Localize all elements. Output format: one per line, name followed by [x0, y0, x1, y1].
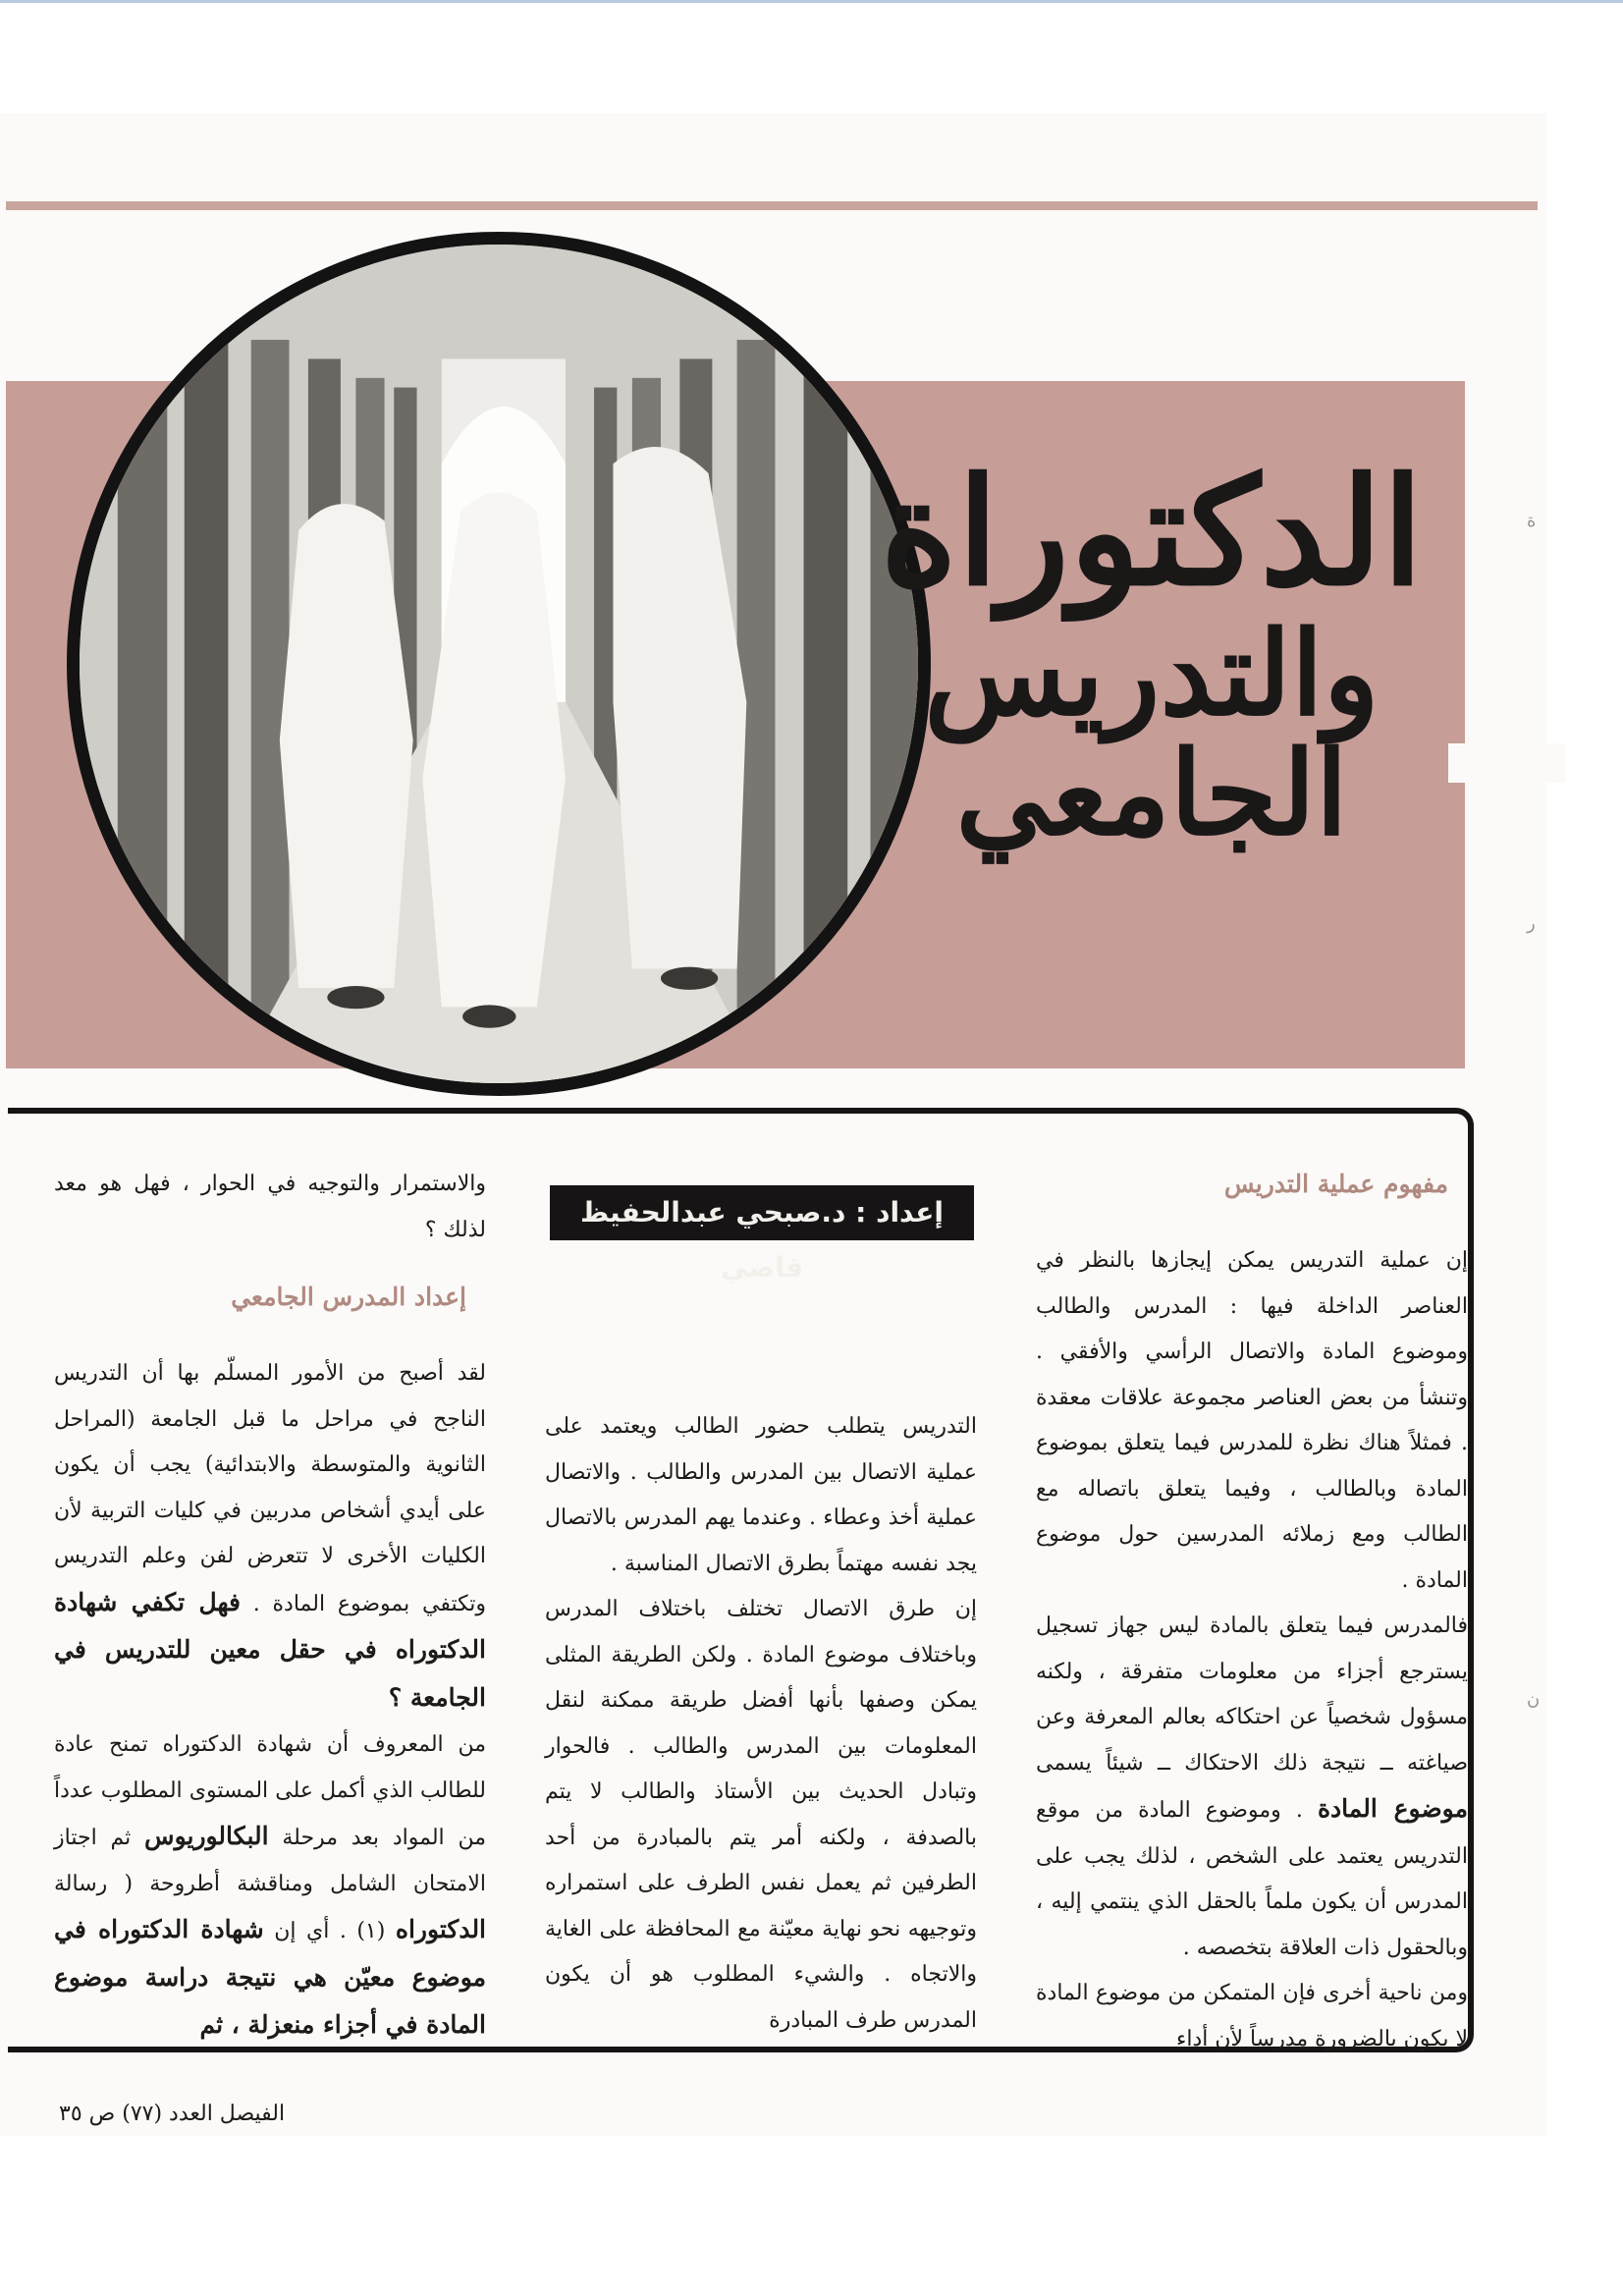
emphasis-bachelors: البكالوريوس — [144, 1822, 269, 1850]
title-line-2: والتدريس — [924, 605, 1380, 741]
emphasis-doctorate-result: شهادة الدكتوراه في موضوع معيّن هي نتيجة دراسة موضوع المادة في أجزاء منعزلة ، ثم — [54, 1915, 486, 2039]
emphasis-doctorate: الدكتوراه — [395, 1915, 487, 1943]
title-line-3: الجامعي — [955, 724, 1348, 861]
article-title — [847, 446, 1456, 861]
section-heading-teaching-concept: مفهوم عملية التدريس — [1223, 1170, 1448, 1198]
author-byline: إعداد : د.صبحي عبدالحفيظ قاضي — [550, 1185, 974, 1240]
paragraph — [54, 1722, 486, 2050]
paragraph-text: لقد أصبح من الأمور المسلّم بها أن التدريس الناجح في مراحل ما قبل الجامعة (المراحل الثانوية والمتوسطة والابتدائية) يجب أن يكون على أيدي أشخاص مدربين في كليات التربية لأن الكليات الأخرى لا تتعرض لفن وعلم التدريس وتكتفي بموضوع المادة . — [54, 1361, 486, 1616]
margin-mark: ر — [1527, 913, 1536, 934]
paragraph-text: من المعروف أن شهادة الدكتوراه تمنح عادة للطالب الذي أكمل على المستوى المطلوب عدداً من المواد بعد مرحلة — [54, 1732, 486, 1850]
margin-mark: ن — [1527, 1689, 1541, 1710]
paragraph: إن طرق الاتصال تختلف باختلاف المدرس وباختلاف موضوع المادة . ولكن الطريقة المثلى يمكن وصفها بأنها أفضل طريقة ممكنة لنقل المعلومات بين المدرس والطالب . فالحوار وتبادل الحديث بين الأستاذ والطالب لا يتم بالصدفة ، ولكنه أمر يتم بالمبادرة من أحد الطرفين ثم يعمل نفس الطرف على استمراره وتوجيهه نحو نهاية معيّنة مع المحافظة على الغاية والاتجاه . والشيء المطلوب هو أن يكون المدرس طرف المبادرة — [545, 1597, 977, 2033]
margin-patch — [1448, 743, 1566, 783]
column-right — [1036, 1162, 1468, 2062]
margin-mark: ة — [1527, 511, 1537, 531]
paragraph: والاستمرار والتوجيه في الحوار ، فهل هو معد لذلك ؟ — [54, 1172, 486, 1242]
circular-photo — [67, 232, 931, 1096]
column-middle — [545, 1404, 977, 2044]
title-line-1: الدكتوراة — [880, 446, 1424, 619]
section-heading-preparing-lecturer: إعداد المدرس الجامعي — [231, 1283, 466, 1311]
column-left — [54, 1162, 486, 2050]
page-footer: الفيصل العدد (٧٧) ص ٣٥ — [59, 2102, 286, 2126]
paragraph — [54, 1351, 486, 1722]
paragraph-text: فالمدرس فيما يتعلق بالمادة ليس جهاز تسجيل يسترجع أجزاء من معلومات متفرقة ، ولكنه مسؤول شخصياً عن احتكاكه بعالم المعرفة وعن صياغته ــ نتيجة ذلك الاحتكاك ــ شيئاً يسمى — [1036, 1613, 1468, 1776]
paragraph: ومن ناحية أخرى فإن المتمكن من موضوع المادة لا يكون بالضرورة مدرساً لأن أداء — [1036, 1981, 1468, 2051]
paragraph — [1036, 1604, 1468, 1971]
emphasis-question: فهل تكفي شهادة الدكتوراه في حقل معين للتدريس في الجامعة ؟ — [54, 1587, 486, 1712]
paragraph-text: ثم اجتاز الامتحان الشامل ومناقشة أطروحة ( رسالة — [54, 1826, 486, 1896]
top-edge-line — [0, 0, 1623, 3]
header-band — [6, 201, 1538, 210]
paragraph: التدريس يتطلب حضور الطالب ويعتمد على عملية الاتصال بين المدرس والطالب . والاتصال عملية أخذ وعطاء . وعندما يهم المدرس بالاتصال يجد نفسه مهتماً بطرق الاتصال المناسبة . — [545, 1414, 977, 1576]
photo-men-in-colonnade — [80, 245, 918, 1083]
emphasis-subject-matter: موضوع المادة — [1317, 1794, 1468, 1823]
paragraph-text: (١) . أي إن — [274, 1919, 386, 1943]
paragraph: إن عملية التدريس يمكن إيجازها بالنظر في العناصر الداخلة فيها : المدرس والطالب وموضوع المادة والاتصال الرأسي والأفقي . وتنشأ من بعض العناصر مجموعة علاقات معقدة . فمثلاً هناك نظرة للمدرس فيما يتعلق بموضوع المادة وبالطالب ، وفيما يتعلق باتصاله مع الطالب ومع زملائه المدرسين حول موضوع المادة . — [1036, 1248, 1468, 1593]
paragraph-text: . وموضوع المادة من موقع التدريس يعتمد على الشخص ، لذلك يجب على المدرس أن يكون ملماً بالحقل الذي ينتمي إليه ، وبالحقول ذات العلاقة بتخصصه . — [1036, 1798, 1468, 1960]
